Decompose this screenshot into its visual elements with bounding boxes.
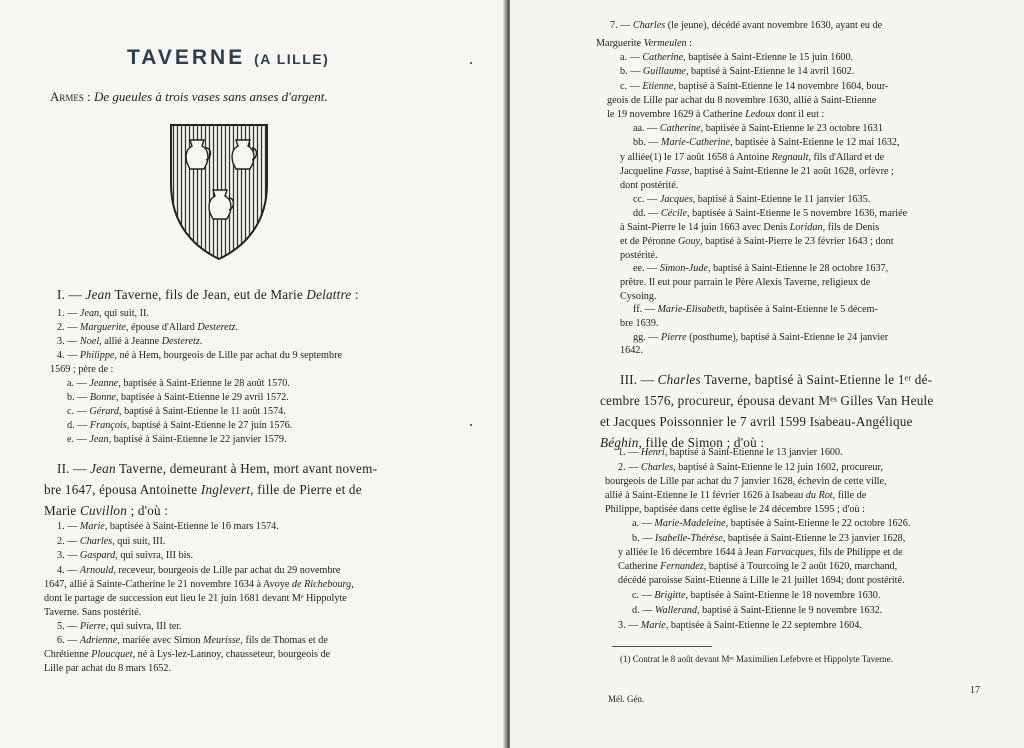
text-line — [618, 574, 905, 587]
text-line — [632, 589, 880, 602]
text-line — [620, 317, 658, 330]
text-line — [620, 165, 894, 178]
name-italic: Jean — [85, 287, 112, 302]
footnote: (1) Contrat le 8 août devant Mᵉˢ Maximilien Lefebvre et Hippolyte Taverne. — [620, 654, 893, 664]
text-segment: , receveur, bourgeois de Lille par achat du 29 novembre — [113, 565, 341, 576]
text-segment: 1. — — [57, 308, 80, 319]
text-segment: I. — — [57, 287, 86, 302]
text-segment: e. — — [67, 434, 90, 445]
text-segment: . — [235, 322, 239, 333]
speck — [470, 424, 472, 426]
text-line — [618, 560, 897, 573]
text-segment: , fille de Simon ; d'où : — [638, 435, 765, 450]
text-segment: , baptisée à Saint-Etienne le 22 octobre 1626. — [725, 518, 911, 529]
text-line — [600, 411, 913, 433]
name-italic: Inglevert — [200, 482, 251, 497]
text-segment: , né à Hem, bourgeois de Lille par achat du 9 septembre — [114, 350, 342, 361]
name-italic: Marie — [640, 620, 666, 631]
text-segment: 5. — — [57, 621, 80, 632]
text-line — [607, 108, 824, 121]
name-italic: Jacques — [659, 194, 693, 205]
name-italic: Adrienne — [79, 635, 118, 646]
text-line — [57, 620, 182, 633]
text-segment: c. — — [632, 590, 655, 601]
text-line — [620, 344, 643, 357]
text-line — [596, 37, 692, 50]
name-italic: Fernandez — [660, 561, 704, 572]
text-segment: Jacqueline — [620, 166, 666, 177]
text-segment: dd. — — [633, 208, 662, 219]
text-line — [57, 549, 193, 562]
right-page — [510, 0, 1024, 748]
text-line — [67, 433, 287, 446]
name-italic: Marie-Elisabeth — [657, 304, 725, 315]
text-segment: et Jacques Poissonnier le 7 avril 1599 Isabeau-Angélique — [600, 414, 913, 429]
name-italic: Pierre — [79, 621, 106, 632]
text-segment: Taverne, demeurant à Hem, mort avant novem- — [115, 461, 378, 476]
name-italic: Gaspard — [79, 550, 116, 561]
name-italic: Farvacques — [765, 547, 814, 558]
text-segment: 1. — — [618, 447, 641, 458]
name-italic: Charles — [632, 20, 666, 31]
text-segment: 2. — — [57, 536, 80, 547]
text-line — [57, 321, 238, 334]
text-line — [67, 419, 292, 432]
text-segment: 3. — — [57, 550, 80, 561]
text-line — [57, 564, 340, 577]
text-segment: Catherine — [618, 561, 661, 572]
text-segment: , baptisée à Saint-Etienne le 29 avril 1572. — [115, 392, 289, 403]
text-line — [618, 446, 843, 459]
text-line — [632, 532, 905, 545]
text-line — [50, 363, 113, 376]
text-segment: a. — — [620, 52, 643, 63]
text-segment: , fille de — [832, 490, 867, 501]
text-segment: 4. — — [57, 565, 80, 576]
text-line — [618, 619, 862, 632]
text-segment: 1. — — [57, 521, 80, 532]
text-line — [607, 94, 876, 107]
text-segment: II. — — [57, 461, 91, 476]
text-segment: : — [686, 38, 693, 49]
text-segment: , qui suit, III. — [112, 536, 166, 547]
text-segment: bre 1647, épousa Antoinette — [44, 482, 201, 497]
text-segment: bre 1639. — [620, 318, 659, 329]
left-page — [0, 0, 506, 748]
text-segment: 6. — — [57, 635, 80, 646]
name-italic: Marie-Madeleine — [654, 518, 726, 529]
text-line — [633, 262, 888, 275]
name-italic: Jean — [79, 308, 100, 319]
name-italic: Desteretz — [161, 336, 200, 347]
name-italic: Charles — [657, 372, 701, 387]
text-segment: et de Péronne — [620, 236, 678, 247]
text-segment: , baptisée à Saint-Etienne le 5 novembre 1636, mariée — [687, 208, 908, 219]
name-italic: Etienne — [642, 81, 674, 92]
text-line — [620, 51, 853, 64]
name-italic: du Rot — [805, 490, 833, 501]
name-italic: Philippe — [79, 350, 115, 361]
text-segment: , baptisé à Saint-Etienne le 21 août 1628, orfèvre ; — [689, 166, 894, 177]
text-line — [620, 369, 932, 391]
text-line — [44, 662, 171, 675]
text-segment: , qui suivra, III bis. — [115, 550, 194, 561]
name-italic: Jean — [90, 461, 116, 476]
text-segment: , fils d'Allard et de — [808, 152, 885, 163]
text-line — [44, 592, 347, 605]
text-segment: , baptisée à Saint-Etienne le 12 mai 1632, — [730, 137, 900, 148]
name-italic: Cuvillon — [80, 503, 128, 518]
text-line — [57, 535, 165, 548]
text-segment: le 19 novembre 1629 à Catherine — [607, 109, 746, 120]
text-line — [605, 503, 865, 516]
text-line — [620, 151, 884, 164]
text-segment: , baptisé à Saint-Etienne le 14 novembre 1604, bour- — [673, 81, 889, 92]
text-segment: , fils de Thomas et de — [240, 635, 328, 646]
text-line — [610, 19, 882, 32]
name-italic: Brigitte — [654, 590, 686, 601]
text-line — [44, 500, 168, 522]
text-segment: à Saint-Pierre le 14 juin 1663 avec Denis — [620, 222, 790, 233]
text-segment: d. — — [67, 420, 90, 431]
name-italic: Desteretz — [197, 322, 236, 333]
text-segment: a. — — [632, 518, 655, 529]
text-segment: Taverne, fils de Jean, eut de Marie — [111, 287, 307, 302]
text-segment: , baptisée à Saint-Etienne le 15 juin 1600. — [683, 52, 854, 63]
text-segment: postérité. — [620, 250, 658, 261]
name-italic: Ploucquet — [91, 649, 133, 660]
text-segment: dont le partage de succession eut lieu le 21 juin 1681 devant Mᵉ Hippolyte — [44, 593, 347, 604]
text-segment: 7. — — [610, 20, 633, 31]
text-segment: prêtre. Il eut pour parrain le Père Alexis Taverne, religieux de — [620, 277, 871, 288]
arms-text: De gueules à trois vases sans anses d'argent. — [94, 89, 328, 104]
text-line — [632, 604, 882, 617]
text-line — [633, 122, 883, 135]
name-italic: Noel — [79, 336, 100, 347]
text-line — [57, 520, 279, 533]
text-segment: ff. — — [633, 304, 658, 315]
name-italic: Ledoux — [745, 109, 776, 120]
text-segment: III. — — [620, 372, 658, 387]
text-segment: aa. — — [633, 123, 660, 134]
text-line — [44, 578, 354, 591]
text-line — [57, 307, 149, 320]
text-segment: , épouse d'Allard — [125, 322, 198, 333]
text-segment: , né à Lys-lez-Lannoy, chausseteur, bourgeois de — [132, 649, 331, 660]
name-italic: Marguerite — [79, 322, 126, 333]
text-segment: Marguerite — [596, 38, 644, 49]
name-italic: Charles — [640, 462, 674, 473]
text-segment: Lille par achat du 8 mars 1652. — [44, 663, 172, 674]
text-line — [605, 489, 866, 502]
text-line — [620, 235, 894, 248]
text-segment: , baptisée à Saint-Etienne le 23 octobre 1631 — [700, 123, 883, 134]
title-sub: (A LILLE) — [254, 51, 330, 67]
text-segment: Chrétienne — [44, 649, 92, 660]
text-segment: Cysoing. — [620, 291, 657, 302]
coat-of-arms-shield-icon — [168, 122, 270, 262]
text-segment: , baptisé à Saint-Etienne le 9 novembre 1632. — [697, 605, 883, 616]
text-line — [620, 249, 658, 262]
name-italic: Pierre — [661, 332, 687, 343]
text-segment: ; d'où : — [127, 503, 169, 518]
text-segment: cembre 1576, procureur, épousa devant Mᵉˢ Gilles Van Heule — [600, 393, 934, 408]
text-segment: dont postérité. — [620, 180, 679, 191]
text-line — [57, 458, 377, 480]
text-line — [633, 193, 870, 206]
text-segment: , baptisé à Saint-Etienne le 12 juin 1602, procureur, — [673, 462, 883, 473]
name-italic: François — [89, 420, 127, 431]
text-line — [44, 479, 362, 501]
text-line — [57, 335, 202, 348]
text-segment: : — [351, 287, 359, 302]
text-segment: , baptisé à Saint-Etienne le 13 janvier 1600. — [664, 447, 843, 458]
text-line — [67, 405, 286, 418]
text-segment: b. — — [632, 533, 655, 544]
text-segment: allié à Saint-Etienne le 11 février 1626 à Isabeau — [605, 490, 806, 501]
name-italic: Fasse — [665, 166, 690, 177]
text-segment: , baptisé à Saint-Etienne le 14 avril 1602. — [685, 66, 855, 77]
text-segment: bb. — — [633, 137, 662, 148]
title-main: TAVERNE — [127, 46, 246, 69]
text-line — [44, 606, 141, 619]
name-italic: Vermeulen — [643, 38, 687, 49]
text-line — [633, 207, 907, 220]
text-line — [618, 546, 903, 559]
text-line — [67, 391, 289, 404]
text-segment: c. — — [620, 81, 643, 92]
page-title — [127, 46, 329, 70]
text-segment: y alliée(1) le 17 août 1658 à Antoine — [620, 152, 772, 163]
text-line — [620, 65, 854, 78]
text-segment: , baptisée à Saint-Etienne le 18 novembre 1630. — [685, 590, 881, 601]
text-segment: , fils de Philippe et de — [813, 547, 903, 558]
page-number: 17 — [970, 685, 980, 696]
text-segment: décédé paroisse Saint-Etienne à Lille le 21 juillet 1694; dont postérité. — [618, 575, 905, 586]
name-italic: Cécile — [661, 208, 688, 219]
text-line — [44, 648, 330, 661]
name-italic: Wallerand — [654, 605, 697, 616]
text-line — [67, 377, 290, 390]
name-italic: Arnould — [79, 565, 114, 576]
text-segment: , baptisée à Saint-Etienne le 23 janvier 1628, — [722, 533, 906, 544]
name-italic: Gérard — [89, 406, 119, 417]
name-italic: Loridan — [789, 222, 823, 233]
text-line — [620, 179, 678, 192]
text-line — [620, 276, 870, 289]
name-italic: Jean — [89, 434, 109, 445]
arms-line — [50, 89, 328, 105]
name-italic: Guillaume — [642, 66, 686, 77]
text-segment: , baptisée à Saint-Etienne le 22 septembre 1604. — [665, 620, 862, 631]
text-line — [618, 461, 883, 474]
text-line — [57, 349, 342, 362]
text-line — [620, 221, 879, 234]
text-line — [633, 303, 878, 316]
arms-label: Armes : — [50, 89, 91, 104]
name-italic: Catherine — [659, 123, 701, 134]
text-segment: gg. — — [633, 332, 662, 343]
text-line — [633, 136, 900, 149]
text-segment: 2. — — [618, 462, 641, 473]
name-italic: de Richebourg — [291, 579, 352, 590]
text-segment: Taverne, baptisé à Saint-Etienne le 1ᵉʳ dé- — [700, 372, 933, 387]
name-italic: Jeanne — [89, 378, 119, 389]
text-segment: , baptisé à Saint-Etienne le 27 juin 1576. — [126, 420, 293, 431]
name-italic: Gouy — [678, 236, 701, 247]
name-italic: Simon-Jude — [659, 263, 708, 274]
text-line — [57, 634, 328, 647]
name-italic: Regnault — [771, 152, 809, 163]
text-segment: 4. — — [57, 350, 80, 361]
name-italic: Charles — [79, 536, 113, 547]
text-segment: 1642. — [620, 345, 643, 356]
text-segment: , baptisée à Saint-Etienne le 28 août 1570. — [118, 378, 290, 389]
text-segment: b. — — [67, 392, 90, 403]
text-segment: , baptisé à Tourcoing le 2 août 1620, marchand, — [703, 561, 898, 572]
text-line — [57, 284, 359, 306]
text-segment: , fille de Pierre et de — [250, 482, 362, 497]
text-segment: 2. — — [57, 322, 80, 333]
name-italic: Bonne — [89, 392, 116, 403]
text-segment: , baptisé à Saint-Etienne le 11 janvier 1635. — [692, 194, 871, 205]
name-italic: Béghin — [600, 435, 639, 450]
text-line — [600, 390, 933, 412]
text-segment: , fils de Denis — [822, 222, 880, 233]
text-segment: 3. — — [57, 336, 80, 347]
text-segment: , mariée avec Simon — [117, 635, 203, 646]
text-segment: , baptisé à Saint-Etienne le 22 janvier 1579. — [108, 434, 287, 445]
text-segment: cc. — — [633, 194, 660, 205]
text-segment: geois de Lille par achat du 8 novembre 1630, allié à Saint-Etienne — [607, 95, 877, 106]
text-segment: 1647, allié à Sainte-Catherine le 21 novembre 1634 à Avoye — [44, 579, 292, 590]
text-segment: (posthume), baptisé à Saint-Etienne le 24 janvier — [686, 332, 889, 343]
text-segment: , baptisée à Saint-Etienne le 5 décem- — [724, 304, 878, 315]
text-line — [620, 80, 888, 93]
text-segment: . — [199, 336, 203, 347]
text-segment: Taverne. Sans postérité. — [44, 607, 142, 618]
text-line — [632, 517, 910, 530]
name-italic: Catherine — [642, 52, 684, 63]
text-segment: ee. — — [633, 263, 660, 274]
text-segment: , baptisée à Saint-Etienne le 16 mars 1574. — [104, 521, 279, 532]
text-segment: y alliée le 16 décembre 1644 à Jean — [618, 547, 766, 558]
name-italic: Meurisse — [202, 635, 241, 646]
name-italic: Delattre — [306, 287, 352, 302]
name-italic: Isabelle-Thérèse — [654, 533, 723, 544]
text-segment: 1569 ; père de : — [50, 364, 114, 375]
text-segment: Philippe, baptisée dans cette église le 24 décembre 1595 ; d'où : — [605, 504, 865, 515]
text-segment: , qui suit, II. — [99, 308, 149, 319]
text-segment: dont il eut : — [775, 109, 825, 120]
text-line — [605, 475, 887, 488]
speck — [470, 62, 472, 64]
text-segment: , — [351, 579, 354, 590]
text-segment: , baptisé à Saint-Etienne le 28 octobre 1637, — [707, 263, 889, 274]
text-segment: , baptisé à Saint-Pierre le 23 février 1643 ; dont — [700, 236, 894, 247]
name-italic: Marie — [79, 521, 105, 532]
name-italic: Marie-Catherine — [661, 137, 731, 148]
text-segment: , allié à Jeanne — [99, 336, 162, 347]
text-segment: 3. — — [618, 620, 641, 631]
text-segment: (le jeune), décédé avant novembre 1630, ayant eu de — [665, 20, 883, 31]
text-line — [633, 331, 888, 344]
footnote-rule — [612, 646, 712, 647]
signature-mark: Mél. Gén. — [608, 694, 645, 704]
text-segment: d. — — [632, 605, 655, 616]
text-segment: , baptisé à Saint-Etienne le 11 août 1574. — [118, 406, 286, 417]
text-segment: c. — — [67, 406, 90, 417]
text-segment: b. — — [620, 66, 643, 77]
text-segment: , qui suivra, III ter. — [105, 621, 182, 632]
text-segment: a. — — [67, 378, 90, 389]
text-segment: Marie — [44, 503, 80, 518]
name-italic: Henri — [640, 447, 665, 458]
text-line — [620, 290, 657, 303]
text-segment: bourgeois de Lille par achat du 7 janvier 1628, échevin de cette ville, — [605, 476, 887, 487]
